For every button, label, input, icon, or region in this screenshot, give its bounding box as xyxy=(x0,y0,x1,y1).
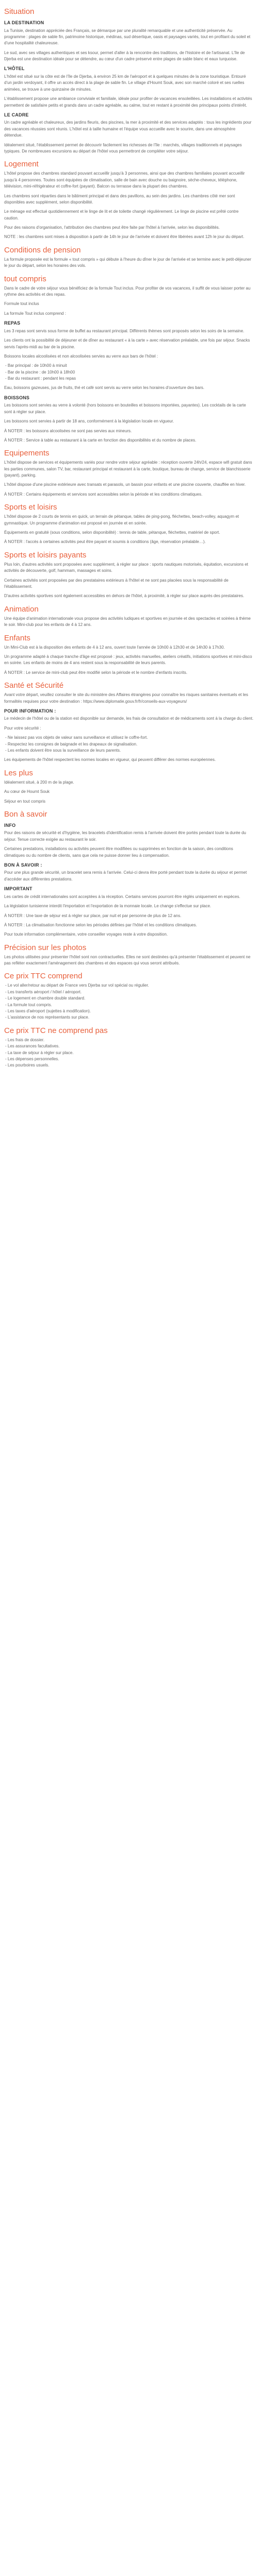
section-title: Bon à savoir xyxy=(4,809,47,819)
section-conditions-de-pension xyxy=(4,246,254,269)
subsection-heading: IMPORTANT xyxy=(4,886,33,892)
section-title: tout compris xyxy=(4,274,46,283)
paragraph: À NOTER : Certains équipements et services sont accessibles selon la période et les conditions climatiques. xyxy=(4,492,203,497)
section-title: Situation xyxy=(4,7,35,16)
paragraph: Avant votre départ, veuillez consulter le site du ministère des Affaires étrangères pour connaître les risques sanitaires éventuels et les formalités requises pour votre destination : https://www.diplomatie.gouv.fr/fr/conseils-aux-voyageurs/ xyxy=(4,692,248,704)
paragraph: À NOTER : Une taxe de séjour est à régler sur place, par nuit et par personne de plus de 12 ans. xyxy=(4,913,182,918)
list-item: - Les transferts aéroport / hôtel / aéroport. xyxy=(5,989,82,994)
paragraph: L'hôtel dispose de 2 courts de tennis en quick, un terrain de pétanque, tables de ping-pong, fléchettes, beach-volley, aquagym et gymnastique. Un programme d'animation est proposé en journée et en soirée. xyxy=(4,514,239,526)
paragraph: Boissons locales alcoolisées et non alcoolisées servies au verre aux bars de l'hôtel : xyxy=(4,353,158,359)
paragraph: Équipements en gratuité (sous conditions, selon disponibilité) : tennis de table, pétanque, fléchettes, matériel de sport. xyxy=(4,530,220,535)
paragraph: Idéalement situé, l'établissement permet de découvrir facilement les richesses de l'île : marchés, villages traditionnels et paysages typiques. De nombreuses excursions au départ de l'hôtel vous permettront de compléter votre séjour. xyxy=(4,142,242,154)
section-ce-prix-ttc-comprend xyxy=(4,972,254,1021)
section-sports-et-loisirs xyxy=(4,503,254,546)
subsection-heading: REPAS xyxy=(4,320,21,326)
paragraph: Les équipements de l'hôtel respectent les normes locales en vigueur, qui peuvent différer des normes européennes. xyxy=(4,757,216,762)
paragraph: D'autres activités sportives sont également accessibles en dehors de l'hôtel, à proximité, à régler sur place auprès des prestataires. xyxy=(4,594,245,599)
paragraph: La formule Tout inclus comprend : xyxy=(4,311,66,316)
paragraph: Les boissons sont servies au verre à volonté (hors boissons en bouteilles et boissons importées, payantes). Les cocktails de la carte sont à régler sur place. xyxy=(4,403,246,414)
paragraph: Une équipe d'animation internationale vous propose des activités ludiques et sportives en journée et des spectacles et soirées à thème le soir. Mini-club pour les enfants de 4 à 12 ans. xyxy=(4,616,251,628)
section-title: Conditions de pension xyxy=(4,245,81,255)
list-item: - Les enfants doivent être sous la surveillance de leurs parents. xyxy=(5,748,121,753)
subsection-heading: INFO xyxy=(4,822,16,828)
paragraph: Eau, boissons gazeuses, jus de fruits, thé et café sont servis au verre selon les horaires d'ouverture des bars. xyxy=(4,385,204,391)
paragraph: Au cœur de Houmt Souk xyxy=(4,789,50,794)
section-tout-compris xyxy=(4,275,254,444)
hotel-description-page xyxy=(0,0,258,1077)
paragraph: Un cadre agréable et chaleureux, des jardins fleuris, des piscines, la mer à proximité et des services adaptés : tous les ingrédients pour des vacances réussies sont réunis. L'hôtel est à taille humaine et l'équipe vous accueille avec le sourire, dans une atmosphère détendue. xyxy=(4,120,252,138)
paragraph: L'hôtel dispose de services et équipements variés pour rendre votre séjour agréable : réception ouverte 24h/24, espace wifi gratuit dans les parties communes, salon TV, bar, restaurant principal et restaurant à la carte, boutique, bureau de change, service de blanchisserie (payant), parking. xyxy=(4,460,252,478)
list-item: - Bar principal : de 10h00 à minuit xyxy=(5,363,67,368)
list-item: - Ne laissez pas vos objets de valeur sans surveillance et utilisez le coffre-fort. xyxy=(5,735,148,740)
bullet-list xyxy=(4,1037,254,1069)
paragraph: Le médecin de l'hôtel ou de la station est disponible sur demande, les frais de consultation et de médicaments sont à la charge du client. xyxy=(4,716,254,721)
section-title: Animation xyxy=(4,604,39,614)
paragraph: Plus loin, d'autres activités sont proposées avec supplément, à régler sur place : sports nautiques motorisés, équitation, excursions et activités de découverte, golf, hammam, massages et soins. xyxy=(4,562,248,573)
paragraph: Le sud, avec ses villages authentiques et ses ksour, permet d'aller à la rencontre des traditions, de l'histoire et de l'artisanat. L'île de Djerba est une destination idéale pour se détendre, au cœur d'un cadre préservé entre plages de sable blanc et eaux turquoise. xyxy=(4,50,245,62)
paragraph: Les clients ont la possibilité de déjeuner et de dîner au restaurant « à la carte » avec réservation préalable, une fois par séjour. Snacks servis l'après-midi au bar de la piscine. xyxy=(4,338,250,349)
section-sports-et-loisirs-payants xyxy=(4,551,254,600)
paragraph: L'établissement propose une ambiance conviviale et familiale, idéale pour profiter de vacances ensoleillées. Les installations et activités permettent de satisfaire petits et grands dans un cadre agréable, au calme, tout en restant à proximité des principaux points d'intérêt. xyxy=(4,96,252,108)
subsection-heading: BON À SAVOIR : xyxy=(4,862,42,868)
bullet-list xyxy=(4,982,254,1021)
paragraph: L'hôtel propose des chambres standard pouvant accueillir jusqu'à 3 personnes, ainsi que des chambres familiales pouvant accueillir jusqu'à 4 personnes. Toutes sont équipées de climatisation, salle de bain avec douche ou baignoire, sèche-cheveux, téléphone, télévision, mini-réfrigérateur et coffre-fort (payant). Balcon ou terrasse dans la plupart des chambres. xyxy=(4,171,245,189)
bullet-list xyxy=(4,363,254,382)
paragraph: La formule proposée est la formule « tout compris » qui débute à l'heure du dîner le jour de l'arrivée et se termine avec le petit-déjeuner le jour du départ, selon les horaires des vols. xyxy=(4,257,251,268)
section-title: Ce prix TTC comprend xyxy=(4,972,83,981)
list-item: - La formule tout compris. xyxy=(5,1002,52,1007)
list-item: - Les assurances facultatives. xyxy=(5,1044,60,1049)
section-title: Enfants xyxy=(4,633,30,642)
section-title: Précision sur les photos xyxy=(4,943,87,952)
list-item: - Le vol aller/retour au départ de France vers Djerba sur vol spécial ou régulier. xyxy=(5,983,149,988)
section-title: Equipements xyxy=(4,449,50,458)
paragraph: À NOTER : les boissons alcoolisées ne sont pas servies aux mineurs. xyxy=(4,428,132,433)
paragraph: Les chambres sont réparties dans le bâtiment principal et dans des pavillons, au sein des jardins. Les chambres côté mer sont disponibles avec supplément, selon disponibilité. xyxy=(4,193,235,205)
paragraph: Dans le cadre de votre séjour vous bénéficiez de la formule Tout inclus. Pour profiter de vos vacances, il suffit de vous laisser porter au rythme des activités et des repas. xyxy=(4,285,251,297)
section-title: Sports et loisirs payants xyxy=(4,550,87,560)
subsection-heading: L'HÔTEL xyxy=(4,66,25,72)
section-title: Sports et loisirs xyxy=(4,503,57,512)
section-title: Ce prix TTC ne comprend pas xyxy=(4,1026,108,1035)
section-enfants xyxy=(4,634,254,676)
list-item: - Bar de la piscine : de 10h00 à 18h00 xyxy=(5,369,75,375)
list-item: - Respectez les consignes de baignade et les drapeaux de signalisation. xyxy=(5,741,138,747)
paragraph: Le ménage est effectué quotidiennement et le linge de lit et de toilette changé régulièrement. Le linge de piscine est prêté contre caution. xyxy=(4,209,239,221)
section-sante-et-securite xyxy=(4,681,254,764)
paragraph: La législation tunisienne interdit l'importation et l'exportation de la monnaie locale. Le change s'effectue sur place. xyxy=(4,904,212,909)
paragraph: Pour des raisons de sécurité et d'hygiène, les bracelets d'identification remis à l'arrivée doivent être portés pendant toute la durée du séjour. Tenue correcte exigée au restaurant le soir. xyxy=(4,831,246,842)
list-item: - Les dépenses personnelles. xyxy=(5,1057,59,1061)
list-item: - Le logement en chambre double standard. xyxy=(5,996,86,1001)
paragraph: Idéalement situé, à 200 m de la plage. xyxy=(4,779,74,785)
section-title: Logement xyxy=(4,160,39,169)
section-title: Les plus xyxy=(4,768,33,777)
subsection-heading: BOISSONS xyxy=(4,395,30,400)
section-precision-sur-les-photos xyxy=(4,943,254,967)
paragraph: L'hôtel est situé sur la côte est de l'île de Djerba, à environ 25 km de l'aéroport et à quelques minutes de la zone touristique. Entouré d'un jardin verdoyant, il offre un accès direct à la plage de sable fin. Le village d'Houmt Souk, avec son marché coloré et ses ruelles animées, se trouve à une quinzaine de minutes. xyxy=(4,74,246,92)
paragraph: Pour toute information complémentaire, votre conseiller voyages reste à votre disposition. xyxy=(4,932,168,937)
section-situation xyxy=(4,7,254,155)
section-les-plus xyxy=(4,769,254,805)
subsection-heading: LA DESTINATION xyxy=(4,20,44,25)
list-item: - Les pourboires usuels. xyxy=(5,1063,50,1068)
section-equipements xyxy=(4,449,254,498)
section-title: Santé et Sécurité xyxy=(4,681,64,690)
paragraph: Certaines activités sont proposées par des prestataires extérieurs à l'hôtel et ne sont pas placées sous la responsabilité de l'établissement. xyxy=(4,578,229,589)
section-ce-prix-ttc-ne-comprend-pas xyxy=(4,1026,254,1069)
paragraph: Pour des raisons d'organisation, l'attribution des chambres peut être faite par l'hôtel à l'arrivée, selon les disponibilités. xyxy=(4,225,220,230)
paragraph: Formule tout inclus xyxy=(4,301,39,307)
bullet-list xyxy=(4,735,254,754)
paragraph: Les cartes de crédit internationales sont acceptées à la réception. Certains services pourront être réglés uniquement en espèces. xyxy=(4,894,240,899)
paragraph: Pour une plus grande sécurité, un bracelet sera remis à l'arrivée. Celui-ci devra être porté pendant toute la durée du séjour et permet d'accéder aux différentes prestations. xyxy=(4,870,247,882)
section-bon-a-savoir xyxy=(4,810,254,938)
paragraph: À NOTER : Service à table au restaurant à la carte en fonction des disponibilités et du nombre de places. xyxy=(4,437,197,443)
paragraph: Les boissons sont servies à partir de 18 ans, conformément à la législation locale en vigueur. xyxy=(4,419,174,424)
paragraph: Un Mini-Club est à la disposition des enfants de 4 à 12 ans, ouvert toute l'année de 10h00 à 12h30 et de 14h30 à 17h30. xyxy=(4,645,225,650)
list-item: - Bar du restaurant : pendant les repas xyxy=(5,376,76,381)
list-item: - Les frais de dossier. xyxy=(5,1037,45,1042)
paragraph: Certaines prestations, installations ou activités peuvent être modifiées ou supprimées en fonction de la saison, des conditions climatiques ou du nombre de clients, sans que cela ne puisse donner lieu à compensation. xyxy=(4,846,233,858)
paragraph: À NOTER : l'accès à certaines activités peut être payant et soumis à conditions (âge, réservation préalable…). xyxy=(4,539,206,545)
list-item: - Les taxes d'aéroport (sujettes à modification). xyxy=(5,1009,91,1014)
subsection-heading: POUR INFORMATION : xyxy=(4,708,56,714)
list-item: - La taxe de séjour à régler sur place. xyxy=(5,1050,74,1055)
paragraph: Les 3 repas sont servis sous forme de buffet au restaurant principal. Différents thèmes sont proposés selon les soirs de la semaine. xyxy=(4,328,245,333)
paragraph: Séjour en tout compris xyxy=(4,799,46,804)
paragraph: L'hôtel dispose d'une piscine extérieure avec transats et parasols, un bassin pour enfants et une piscine couverte, chauffée en hiver. xyxy=(4,482,246,487)
list-item: - L'assistance de nos représentants sur place. xyxy=(5,1015,89,1020)
paragraph: Pour votre sécurité : xyxy=(4,725,41,731)
subsection-heading: LE CADRE xyxy=(4,112,29,117)
paragraph: À NOTER : Le service de mini-club peut être modifié selon la période et le nombre d'enfants inscrits. xyxy=(4,670,188,675)
paragraph: À NOTER : La climatisation fonctionne selon les périodes définies par l'hôtel et les conditions climatiques. xyxy=(4,922,197,927)
paragraph: La Tunisie, destination appréciée des Français, se démarque par une pluralité remarquable et une authenticité préservée. Au programme : plages de sable fin, patrimoine historique, médinas, sud désertique, oasis et paysages variés, tout en profitant du soleil et d'une hospitalité chaleureuse. xyxy=(4,28,251,46)
section-logement xyxy=(4,160,254,241)
paragraph: Un programme adapté à chaque tranche d'âge est proposé : jeux, activités manuelles, ateliers créatifs, initiations sportives et mini-disco en soirée. Les enfants de moins de 4 ans restent sous la responsabilité de leurs parents. xyxy=(4,654,252,666)
paragraph: Les photos utilisées pour présenter l'hôtel sont non contractuelles. Elles ne sont destinées qu'à présenter l'établissement et peuvent ne pas refléter exactement l'aménagement des chambres et des espaces qui vous seront attribués. xyxy=(4,954,251,966)
paragraph: NOTE : les chambres sont mises à disposition à partir de 14h le jour de l'arrivée et doivent être libérées avant 12h le jour du départ. xyxy=(4,234,245,240)
section-animation xyxy=(4,605,254,629)
